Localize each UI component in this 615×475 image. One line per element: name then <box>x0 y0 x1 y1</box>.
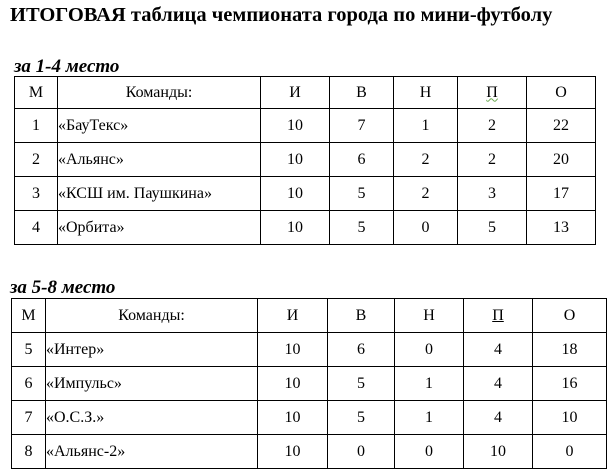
col-header-losses: П <box>464 299 533 333</box>
cell-points: 20 <box>527 143 596 177</box>
cell-team: «Альянс» <box>58 143 261 177</box>
standings-table-5-8 <box>11 298 607 469</box>
col-header-losses: П <box>458 77 527 109</box>
cell-draws: 1 <box>395 367 464 401</box>
cell-games: 10 <box>258 367 328 401</box>
table-row <box>12 435 607 469</box>
cell-points: 17 <box>527 177 596 211</box>
cell-games: 10 <box>258 401 328 435</box>
col-header-games: И <box>258 299 328 333</box>
col-header-draws: Н <box>394 77 458 109</box>
cell-losses: 2 <box>458 143 527 177</box>
cell-team: «Импульс» <box>46 367 258 401</box>
col-header-points: О <box>527 77 596 109</box>
table-row <box>12 401 607 435</box>
section-heading-5-8: за 5-8 место <box>10 277 116 298</box>
cell-points: 22 <box>527 109 596 143</box>
cell-games: 10 <box>261 109 330 143</box>
cell-points: 16 <box>533 367 607 401</box>
cell-losses: 3 <box>458 177 527 211</box>
cell-team: «Альянс-2» <box>46 435 258 469</box>
cell-draws: 1 <box>395 401 464 435</box>
cell-team: «Орбита» <box>58 211 261 245</box>
cell-place: 2 <box>15 143 58 177</box>
table-row <box>15 143 596 177</box>
table-row <box>15 177 596 211</box>
cell-losses: 10 <box>464 435 533 469</box>
table-header-row <box>12 299 607 333</box>
cell-place: 8 <box>12 435 46 469</box>
cell-draws: 2 <box>394 177 458 211</box>
cell-wins: 0 <box>328 435 395 469</box>
cell-losses: 5 <box>458 211 527 245</box>
cell-wins: 5 <box>330 177 394 211</box>
cell-draws: 0 <box>395 333 464 367</box>
col-header-place: М <box>12 299 46 333</box>
col-header-place: М <box>15 77 58 109</box>
cell-draws: 1 <box>394 109 458 143</box>
col-header-team: Команды: <box>58 77 261 109</box>
standings-table-1-4 <box>14 76 596 245</box>
col-header-team: Команды: <box>46 299 258 333</box>
table-row <box>15 211 596 245</box>
cell-place: 3 <box>15 177 58 211</box>
col-header-points: О <box>533 299 607 333</box>
cell-losses: 4 <box>464 401 533 435</box>
cell-losses: 4 <box>464 367 533 401</box>
cell-points: 10 <box>533 401 607 435</box>
cell-draws: 0 <box>394 211 458 245</box>
cell-place: 1 <box>15 109 58 143</box>
cell-wins: 7 <box>330 109 394 143</box>
cell-team: «О.С.З.» <box>46 401 258 435</box>
cell-place: 5 <box>12 333 46 367</box>
document-title: ИТОГОВАЯ таблица чемпионата города по мини-футболу <box>10 4 553 26</box>
table-header-row <box>15 77 596 109</box>
cell-points: 18 <box>533 333 607 367</box>
cell-team: «Интер» <box>46 333 258 367</box>
cell-wins: 6 <box>330 143 394 177</box>
cell-place: 7 <box>12 401 46 435</box>
cell-wins: 5 <box>330 211 394 245</box>
section-heading-1-4: за 1-4 место <box>14 56 120 77</box>
cell-points: 0 <box>533 435 607 469</box>
cell-games: 10 <box>261 211 330 245</box>
table-row <box>12 333 607 367</box>
cell-team: «БауТекс» <box>58 109 261 143</box>
cell-team: «КСШ им. Паушкина» <box>58 177 261 211</box>
cell-wins: 6 <box>328 333 395 367</box>
cell-losses: 4 <box>464 333 533 367</box>
col-header-wins: В <box>330 77 394 109</box>
cell-draws: 2 <box>394 143 458 177</box>
cell-wins: 5 <box>328 367 395 401</box>
cell-place: 6 <box>12 367 46 401</box>
col-header-wins: В <box>328 299 395 333</box>
col-header-draws: Н <box>395 299 464 333</box>
cell-draws: 0 <box>395 435 464 469</box>
cell-games: 10 <box>261 143 330 177</box>
table-row <box>15 109 596 143</box>
cell-games: 10 <box>258 435 328 469</box>
cell-place: 4 <box>15 211 58 245</box>
cell-points: 13 <box>527 211 596 245</box>
table-row <box>12 367 607 401</box>
cell-games: 10 <box>261 177 330 211</box>
col-header-games: И <box>261 77 330 109</box>
cell-wins: 5 <box>328 401 395 435</box>
cell-losses: 2 <box>458 109 527 143</box>
cell-games: 10 <box>258 333 328 367</box>
